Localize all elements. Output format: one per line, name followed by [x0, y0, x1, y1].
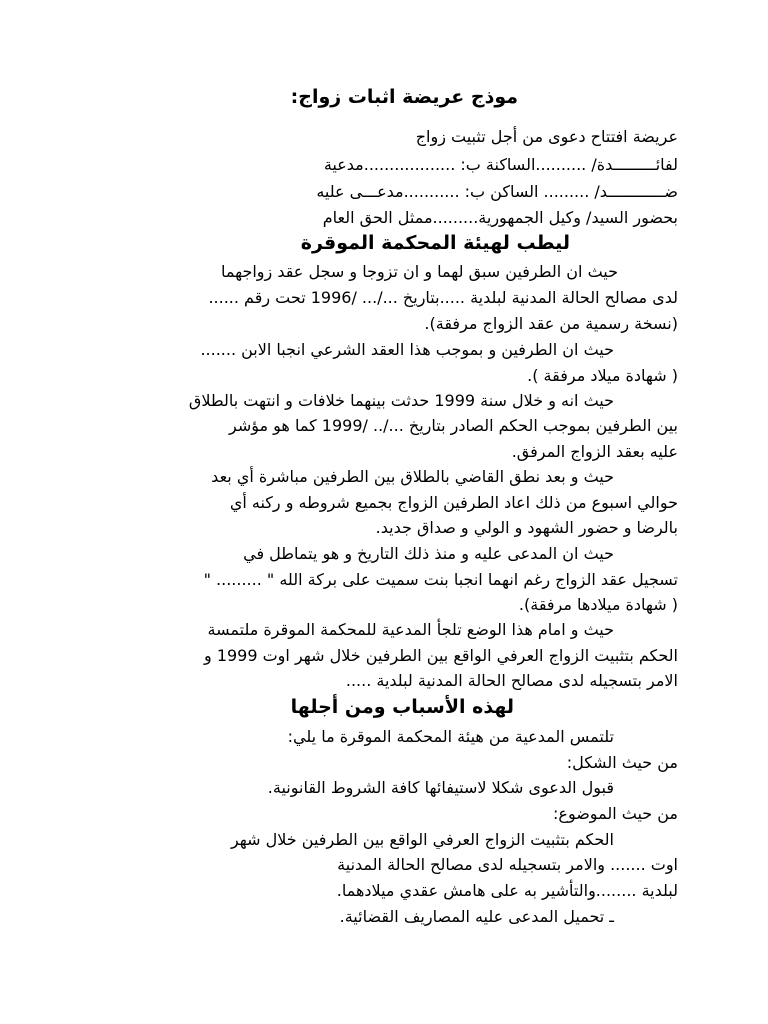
body-line: (نسخة رسمية من عقد الزواج مرفقة).	[424, 314, 678, 333]
body-line: بالرضا و حضور الشهود و الولي و صداق جديد.	[375, 518, 678, 537]
body-line: حيث و امام هذا الوضع تلجأ المدعية للمحكمة الموقرة ملتمسة	[207, 620, 614, 639]
closing-line: لبلدية ........والتأشير به على هامش عقدي ميلادهما.	[336, 881, 678, 900]
body-line: عليه بعقد الزواج المرفق.	[511, 442, 678, 461]
body-line: حيث ان المدعى عليه و منذ ذلك التاريخ و هو يتماطل في	[243, 544, 614, 563]
closing-line: من حيث الموضوع:	[553, 804, 678, 823]
body-line: بين الطرفين بموجب الحكم الصادر بتاريخ .../.. /1999 كما هو مؤشر	[229, 416, 678, 435]
body-line: ( شهادة ميلادها مرفقة).	[518, 595, 678, 614]
header-line-plaintiff: لفائـــــــــدة/ ..........الساكنة ب: ..................مدعية	[323, 155, 678, 174]
body-line: حيث ان الطرفين سبق لهما و ان تزوجا و سجل عقد زواجهما	[220, 262, 618, 281]
closing-line: تلتمس المدعية من هيئة المحكمة الموقرة ما يلي:	[287, 727, 614, 746]
body-line: تسجيل عقد الزواج رغم انهما انجبا بنت سميت على بركة الله " ......... "	[203, 570, 678, 589]
body-line: ( شهادة ميلاد مرفقة ).	[527, 366, 678, 385]
section-heading-request: ليطب لهيئة المحكمة الموقرة	[300, 232, 570, 254]
body-line: الامر بتسجيله لدى مصالح الحالة المدنية لبلدية .....	[345, 671, 678, 690]
section-heading-reasons: لهذه الأسباب ومن أجلها	[290, 696, 514, 718]
closing-line: الحكم بتثبيت الزواج العرفي الواقع بين الطرفين خلال شهر	[230, 830, 614, 849]
header-line-prosecutor: بحضور السيد/ وكيل الجمهورية.........ممثل الحق العام	[322, 208, 678, 227]
body-line: حوالي اسبوع من ذلك اعاد الطرفين الزواج بجميع شروطه و ركنه أي	[229, 493, 678, 512]
header-line-petition: عريضة افتتاح دعوى من أجل تثبيت زواج	[415, 127, 678, 146]
body-line: حيث ان الطرفين و بموجب هذا العقد الشرعي انجبا الابن .......	[200, 340, 614, 359]
body-line: الحكم بتثبيت الزواج العرفي الواقع بين الطرفين خلال شهر اوت 1999 و	[204, 646, 678, 665]
document-title: موذج عريضة اثبات زواج:	[290, 86, 518, 108]
closing-line: من حيث الشكل:	[566, 753, 678, 772]
document-page	[90, 0, 678, 1024]
body-line: لدى مصالح الحالة المدنية لبلدية .....بتاريخ .../... /1996 تحت رقم ......	[208, 288, 678, 307]
body-line: حيث انه و خلال سنة 1999 حدثت بينهما خلافات و انتهت بالطلاق	[188, 391, 614, 410]
header-line-defendant: ضــــــــــــد/ ......... الساكن ب: ...........مدعـــى عليه	[316, 182, 678, 201]
closing-line: ـ تحميل المدعى عليه المصاريف القضائية.	[339, 907, 614, 926]
closing-line: قبول الدعوى شكلا لاستيفائها كافة الشروط القانونية.	[267, 778, 614, 797]
closing-line: اوت ....... والامر بتسجيله لدى مصالح الحالة المدنية	[337, 855, 678, 874]
body-line: حيث و بعد نطق القاضي بالطلاق بين الطرفين مباشرة أي بعد	[211, 467, 614, 486]
